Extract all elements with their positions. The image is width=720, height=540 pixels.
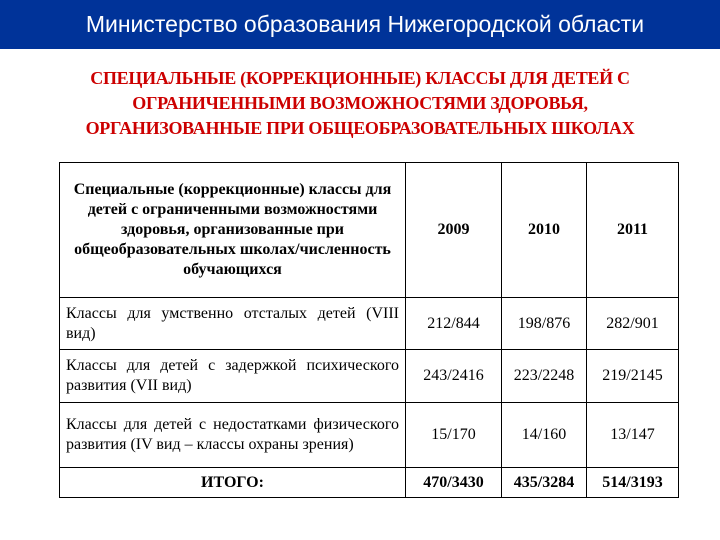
- row-label: Классы для детей с недостатками физического развития (IV вид – классы охраны зрения): [60, 403, 406, 468]
- table-header-row: [60, 163, 679, 298]
- total-label: ИТОГО:: [60, 468, 406, 498]
- cell-value: 243/2416: [406, 350, 502, 403]
- cell-value: 223/2248: [502, 350, 587, 403]
- cell-value: 219/2145: [587, 350, 679, 403]
- classes-table: [59, 162, 679, 498]
- banner-title: Министерство образования Нижегородской области: [85, 11, 645, 37]
- total-row: [60, 468, 679, 498]
- year-header-2009: 2009: [406, 163, 502, 298]
- year-header-2011: 2011: [587, 163, 679, 298]
- table-row: [60, 403, 679, 468]
- row-label: Классы для умственно отсталых детей (VIII вид): [60, 298, 406, 350]
- title-line-3: ОРГАНИЗОВАННЫЕ ПРИ ОБЩЕОБРАЗОВАТЕЛЬНЫХ ШКОЛАХ: [85, 118, 635, 138]
- cell-value: 282/901: [587, 298, 679, 350]
- title-line-1: СПЕЦИАЛЬНЫЕ (КОРРЕКЦИОННЫЕ) КЛАССЫ ДЛЯ ДЕТЕЙ С: [90, 68, 630, 88]
- cell-value: 15/170: [406, 403, 502, 468]
- total-value-2011: 514/3193: [587, 468, 679, 498]
- cell-value: 13/147: [587, 403, 679, 468]
- total-value-2009: 470/3430: [406, 468, 502, 498]
- page-title: [0, 66, 720, 141]
- table-row: [60, 350, 679, 403]
- total-value-2010: 435/3284: [502, 468, 587, 498]
- ministry-banner: [0, 0, 720, 49]
- title-line-2: ОГРАНИЧЕННЫМИ ВОЗМОЖНОСТЯМИ ЗДОРОВЬЯ,: [132, 93, 588, 113]
- row-label: Классы для детей с задержкой психического развития (VII вид): [60, 350, 406, 403]
- cell-value: 212/844: [406, 298, 502, 350]
- description-column-header: Специальные (коррекционные) классы для детей с ограниченными возможностями здоровья, организованные при общеобразовательных школах/численность обучающихся: [60, 163, 406, 298]
- table-row: [60, 298, 679, 350]
- cell-value: 14/160: [502, 403, 587, 468]
- year-header-2010: 2010: [502, 163, 587, 298]
- cell-value: 198/876: [502, 298, 587, 350]
